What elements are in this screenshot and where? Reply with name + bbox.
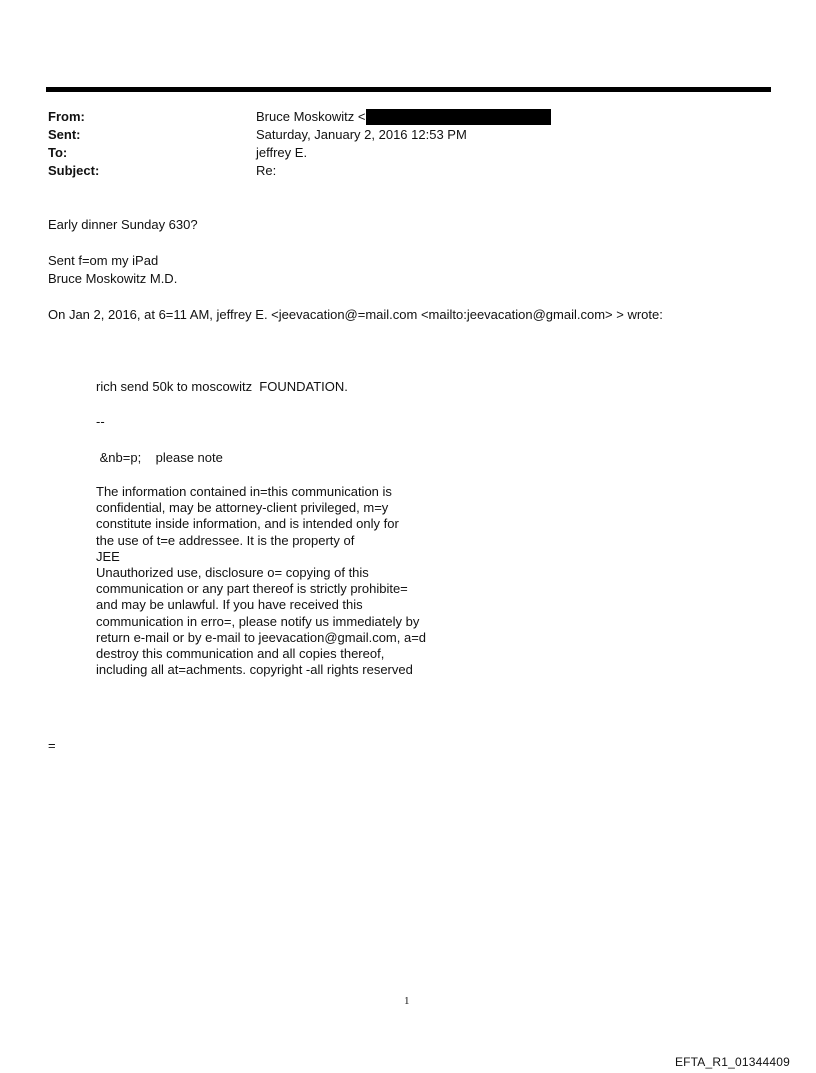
from-label: From:	[48, 109, 85, 124]
disclaimer-line: return e-mail or by e-mail to jeevacation@gmail.com, a=d	[96, 629, 427, 645]
reply-intro: On Jan 2, 2016, at 6=11 AM, jeffrey E. <jeevacation@=mail.com <mailto:jeevacation@gmail.com> > wrote:	[48, 307, 663, 322]
subject-row	[48, 162, 551, 180]
to-row	[48, 144, 551, 162]
quoted-separator: --	[96, 414, 105, 429]
signature-line-2: Bruce Moskowitz M.D.	[48, 271, 178, 286]
disclaimer-line: constitute inside information, and is intended only for	[96, 516, 399, 532]
redaction-bar	[366, 109, 551, 125]
disclaimer-line: confidential, may be attorney-client privileged, m=y	[96, 500, 389, 516]
from-name: Bruce Moskowitz <	[256, 109, 366, 124]
sent-label: Sent:	[48, 127, 81, 142]
disclaimer-line: Unauthorized use, disclosure o= copying of this	[96, 565, 369, 581]
subject-value: Re:	[256, 163, 277, 178]
email-header	[48, 108, 551, 180]
document-id: EFTA_R1_01344409	[674, 1055, 790, 1069]
signature-line-1: Sent f=om my iPad	[48, 253, 159, 268]
disclaimer-block	[96, 484, 426, 678]
quoted-message: rich send 50k to moscowitz FOUNDATION.	[96, 379, 348, 394]
sent-row	[48, 126, 551, 144]
sent-value: Saturday, January 2, 2016 12:53 PM	[256, 127, 467, 142]
disclaimer-line: the use of t=e addressee. It is the property of	[96, 532, 355, 548]
disclaimer-line: communication or any part thereof is strictly prohibite=	[96, 581, 408, 597]
disclaimer-line: JEE	[96, 548, 120, 564]
disclaimer-line: and may be unlawful. If you have received this	[96, 597, 363, 613]
message-body-line: Early dinner Sunday 630?	[48, 217, 198, 232]
page-number: 1	[404, 995, 410, 1007]
subject-label: Subject:	[48, 163, 100, 178]
disclaimer-line: including all at=achments. copyright -all rights reserved	[96, 662, 413, 678]
to-label: To:	[48, 145, 68, 160]
trailer-mark: =	[48, 738, 56, 753]
disclaimer-line: The information contained in=this communication is	[96, 484, 392, 499]
to-value: jeffrey E.	[256, 145, 308, 160]
from-row	[48, 108, 551, 126]
from-value	[256, 108, 551, 126]
header-divider	[46, 87, 771, 92]
disclaimer-line: destroy this communication and all copies thereof,	[96, 646, 385, 662]
disclaimer-line: communication in erro=, please notify us immediately by	[96, 613, 420, 629]
quoted-note: &nb=p; please note	[96, 450, 223, 465]
